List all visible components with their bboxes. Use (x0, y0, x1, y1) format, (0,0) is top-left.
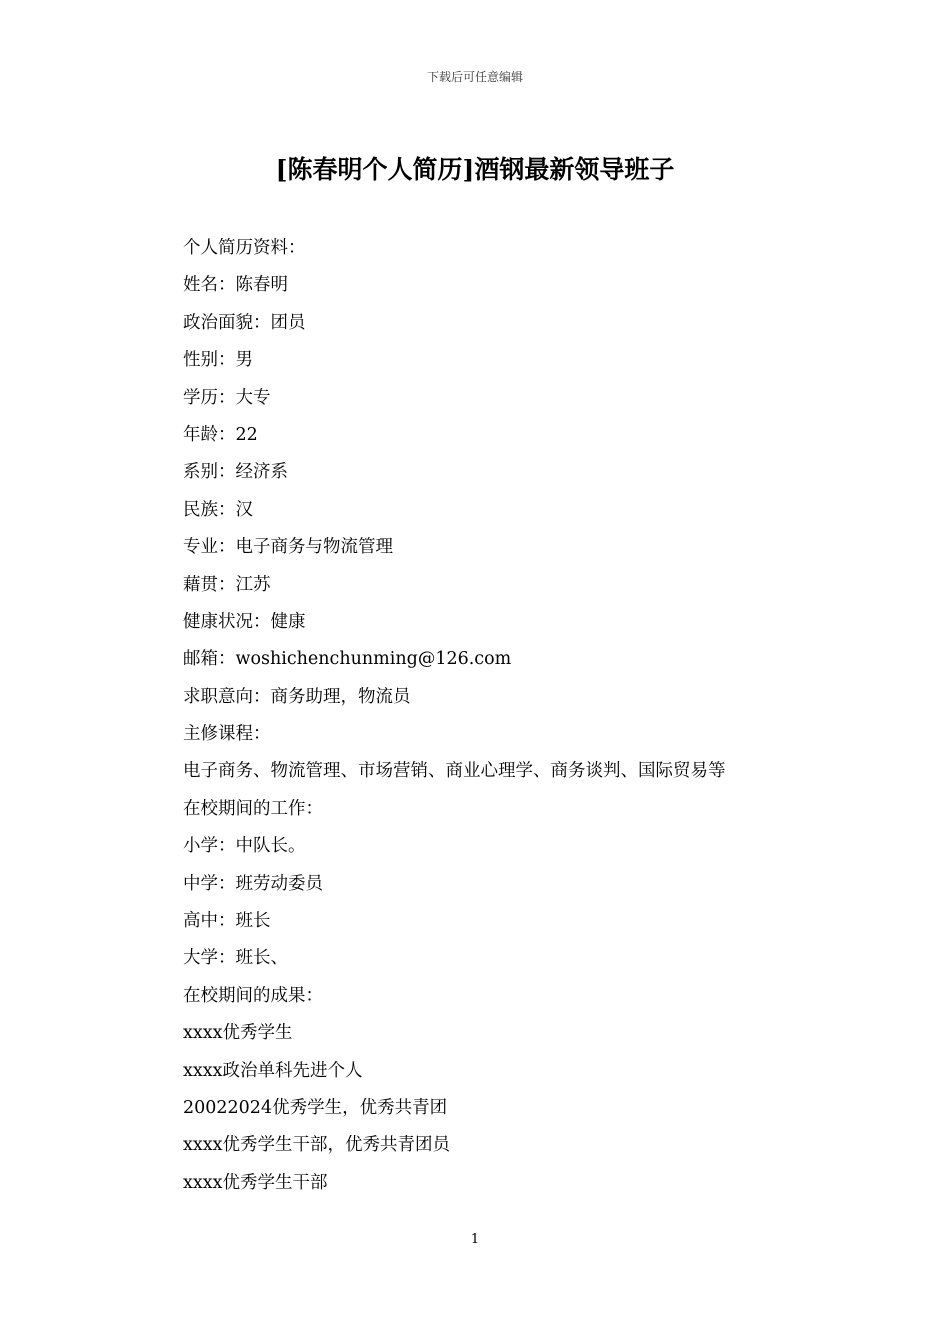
achievement-item: xxxx政治单科先进个人 (183, 1060, 363, 1081)
field-education: 学历：大专 (183, 387, 271, 408)
section-heading-school-work: 在校期间的工作： (183, 798, 323, 819)
field-department: 系别：经济系 (183, 462, 288, 483)
achievement-item: xxxx优秀学生干部 (183, 1172, 328, 1193)
achievement-item: xxxx优秀学生干部，优秀共青团员 (183, 1135, 450, 1156)
document-title: [陈春明个人简历]酒钢最新领导班子 (275, 155, 675, 184)
courses-list: 电子商务、物流管理、市场营销、商业心理学、商务谈判、国际贸易等 (183, 761, 726, 782)
work-university: 大学：班长、 (183, 948, 288, 969)
work-middle-school: 中学：班劳动委员 (183, 873, 323, 894)
field-political-status: 政治面貌：团员 (183, 312, 306, 333)
work-high-school: 高中：班长 (183, 911, 271, 932)
field-ethnicity: 民族：汉 (183, 499, 253, 520)
page-header-note: 下载后可任意编辑 (426, 70, 523, 84)
field-email: 邮箱：woshichenchunming@126.com (183, 649, 512, 670)
achievement-item: 20022024优秀学生，优秀共青团 (183, 1097, 448, 1118)
field-gender: 性别：男 (183, 350, 253, 371)
field-age: 年龄：22 (183, 424, 258, 445)
section-heading-achievements: 在校期间的成果： (183, 985, 323, 1006)
field-native-place: 藉贯：江苏 (183, 574, 271, 595)
section-heading-resume-info: 个人简历资料： (183, 238, 306, 258)
work-primary-school: 小学：中队长。 (183, 836, 306, 857)
section-heading-courses: 主修课程： (183, 724, 271, 745)
field-job-intention: 求职意向：商务助理，物流员 (183, 686, 411, 707)
field-name: 姓名：陈春明 (183, 275, 288, 296)
resume-body (183, 236, 823, 1208)
field-health: 健康状况：健康 (183, 611, 306, 632)
field-major: 专业：电子商务与物流管理 (183, 537, 393, 558)
achievement-item: xxxx优秀学生 (183, 1023, 293, 1044)
page-number: 1 (470, 1232, 480, 1247)
